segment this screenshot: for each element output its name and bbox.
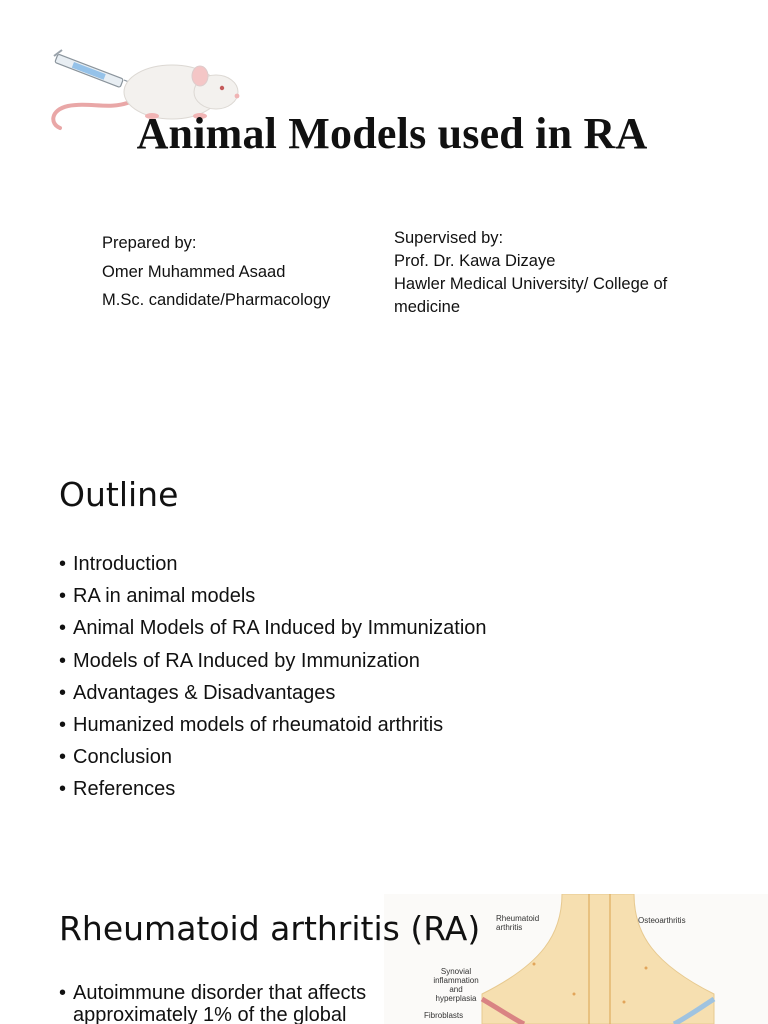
ra-heading: Rheumatoid arthritis (RA) [59, 909, 481, 948]
list-item: • Humanized models of rheumatoid arthritis [59, 714, 444, 737]
list-item: • References [59, 778, 176, 801]
oa-label: Osteoarthritis [638, 916, 686, 925]
supervised-by-label: Supervised by: [394, 229, 504, 247]
list-item: • Animal Models of RA Induced by Immunization [59, 617, 487, 640]
prepared-by-label: Prepared by: [102, 234, 197, 252]
prepared-by-block [102, 229, 330, 315]
title-slide [0, 0, 768, 432]
fibroblasts-label: Fibroblasts [424, 1011, 464, 1020]
list-item-continuation: approximately 1% of the global [73, 1004, 347, 1024]
synovial-label: Synovial inflammation and hyperplasia [433, 967, 479, 1003]
list-item: • Introduction [59, 553, 178, 575]
supervisor-name: Prof. Dr. Kawa Dizaye [394, 252, 556, 270]
list-item: • RA in animal models [59, 585, 256, 608]
outline-slide [0, 432, 768, 864]
list-item: • Autoimmune disorder that affects [59, 982, 367, 1004]
author-name: Omer Muhammed Asaad [102, 262, 286, 281]
ra-bullet-list [59, 982, 366, 1024]
outline-list [59, 548, 487, 806]
list-item: • Models of RA Induced by Immunization [59, 649, 420, 672]
author-degree: M.Sc. candidate/Pharmacology [102, 291, 331, 309]
list-item: • Advantages & Disadvantages [59, 681, 336, 704]
ra-label: Rheumatoid arthritis [496, 914, 540, 932]
supervised-by-block [394, 227, 724, 319]
supervisor-affiliation: Hawler Medical University/ College of medicine [394, 275, 668, 316]
ra-slide [0, 864, 768, 1024]
slide-title: Animal Models used in RA [136, 109, 648, 158]
outline-heading: Outline [59, 475, 179, 514]
list-item: • Conclusion [59, 746, 172, 769]
